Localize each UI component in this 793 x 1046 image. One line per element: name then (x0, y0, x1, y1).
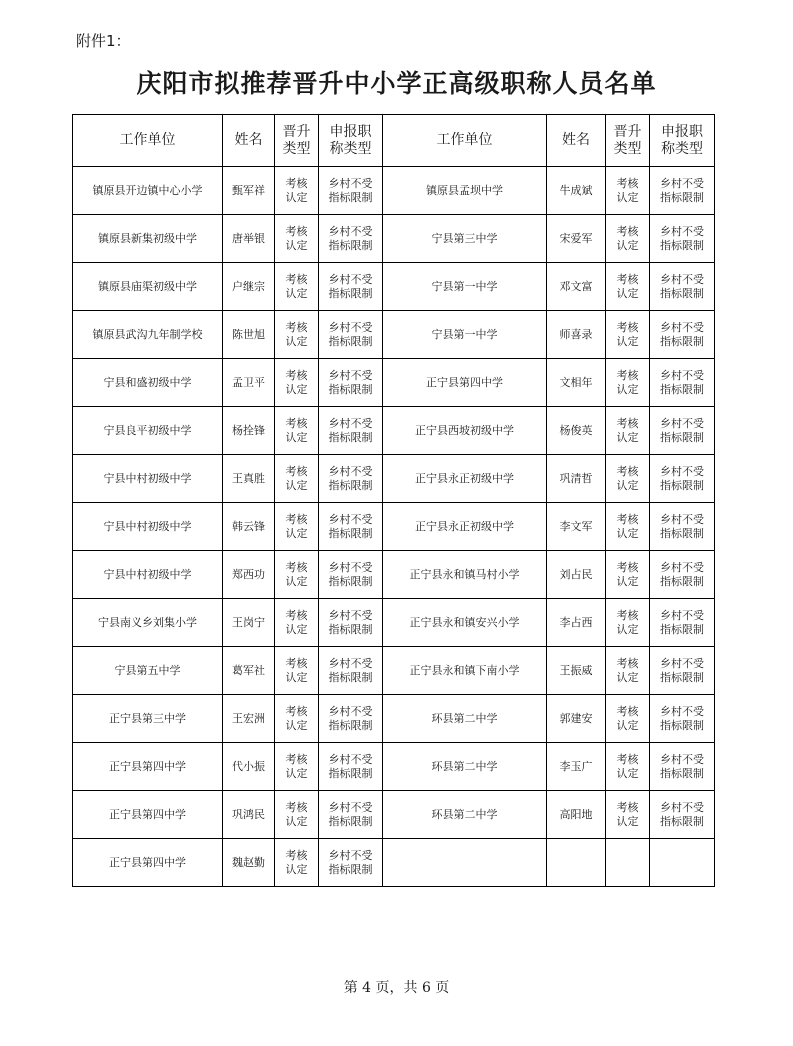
cell-category: 乡村不受指标限制 (319, 791, 383, 839)
attachment-label: 附件1： (76, 32, 131, 50)
cell-unit: 环县第二中学 (383, 695, 547, 743)
cell-category: 乡村不受指标限制 (650, 215, 715, 263)
cell-promotion-type: 考核认定 (606, 503, 650, 551)
cell-unit: 宁县第三中学 (383, 215, 547, 263)
table-header-row (73, 115, 715, 167)
header-promotion-type: 晋升类型 (275, 115, 319, 167)
cell-unit: 正宁县第四中学 (383, 359, 547, 407)
cell-name: 韩云锋 (223, 503, 275, 551)
cell-promotion-type: 考核认定 (275, 359, 319, 407)
cell-promotion-type: 考核认定 (606, 599, 650, 647)
header-promotion-type: 晋升类型 (606, 115, 650, 167)
cell-promotion-type: 考核认定 (275, 311, 319, 359)
cell-promotion-type: 考核认定 (606, 407, 650, 455)
cell-name: 王真胜 (223, 455, 275, 503)
cell-name: 巩清哲 (547, 455, 606, 503)
cell-name: 户继宗 (223, 263, 275, 311)
cell-category: 乡村不受指标限制 (650, 551, 715, 599)
cell-unit: 宁县良平初级中学 (73, 407, 223, 455)
cell-promotion-type: 考核认定 (275, 215, 319, 263)
header-category: 申报职称类型 (319, 115, 383, 167)
cell-category: 乡村不受指标限制 (650, 263, 715, 311)
cell-unit: 宁县第五中学 (73, 647, 223, 695)
cell-unit: 正宁县永和镇马村小学 (383, 551, 547, 599)
table-row (73, 455, 715, 503)
cell-unit: 正宁县第四中学 (73, 839, 223, 887)
cell-name: 刘占民 (547, 551, 606, 599)
cell-unit: 正宁县永正初级中学 (383, 455, 547, 503)
cell-category: 乡村不受指标限制 (319, 599, 383, 647)
cell-unit: 正宁县永和镇安兴小学 (383, 599, 547, 647)
cell-name: 宋爱军 (547, 215, 606, 263)
cell-category: 乡村不受指标限制 (319, 647, 383, 695)
cell-category: 乡村不受指标限制 (650, 503, 715, 551)
cell-name: 葛军社 (223, 647, 275, 695)
cell-promotion-type: 考核认定 (606, 791, 650, 839)
cell-category: 乡村不受指标限制 (650, 455, 715, 503)
table-row (73, 839, 715, 887)
cell-name: 孟卫平 (223, 359, 275, 407)
cell-category: 乡村不受指标限制 (650, 311, 715, 359)
cell-unit: 正宁县第三中学 (73, 695, 223, 743)
cell-category: 乡村不受指标限制 (650, 599, 715, 647)
cell-unit: 宁县第一中学 (383, 311, 547, 359)
cell-category: 乡村不受指标限制 (650, 167, 715, 215)
header-unit: 工作单位 (73, 115, 223, 167)
table-row (73, 695, 715, 743)
cell-name: 杨俊英 (547, 407, 606, 455)
cell-name: 王岗宁 (223, 599, 275, 647)
cell-promotion-type: 考核认定 (275, 551, 319, 599)
cell-name: 师喜录 (547, 311, 606, 359)
cell-unit: 正宁县永正初级中学 (383, 503, 547, 551)
cell-name: 文相年 (547, 359, 606, 407)
cell-unit: 正宁县第四中学 (73, 791, 223, 839)
cell-name: 郭建安 (547, 695, 606, 743)
cell-promotion-type: 考核认定 (275, 599, 319, 647)
cell-unit: 宁县中村初级中学 (73, 551, 223, 599)
cell-name: 邓文富 (547, 263, 606, 311)
cell-promotion-type: 考核认定 (275, 839, 319, 887)
header-name: 姓名 (547, 115, 606, 167)
cell-category: 乡村不受指标限制 (319, 263, 383, 311)
cell-category: 乡村不受指标限制 (650, 695, 715, 743)
header-unit: 工作单位 (383, 115, 547, 167)
cell-category: 乡村不受指标限制 (319, 695, 383, 743)
cell-name: 杨拴锋 (223, 407, 275, 455)
cell-category: 乡村不受指标限制 (650, 647, 715, 695)
table-row (73, 359, 715, 407)
cell-promotion-type: 考核认定 (275, 791, 319, 839)
personnel-table (72, 114, 715, 887)
cell-category: 乡村不受指标限制 (650, 791, 715, 839)
cell-unit: 正宁县第四中学 (73, 743, 223, 791)
cell-category: 乡村不受指标限制 (650, 359, 715, 407)
cell-unit: 宁县中村初级中学 (73, 503, 223, 551)
cell-category: 乡村不受指标限制 (319, 359, 383, 407)
cell-category: 乡村不受指标限制 (650, 743, 715, 791)
cell-unit: 镇原县庙渠初级中学 (73, 263, 223, 311)
cell-category: 乡村不受指标限制 (319, 311, 383, 359)
cell-name: 代小振 (223, 743, 275, 791)
cell-category: 乡村不受指标限制 (319, 551, 383, 599)
cell-name: 魏赵勤 (223, 839, 275, 887)
cell-unit: 镇原县武沟九年制学校 (73, 311, 223, 359)
cell-unit: 环县第二中学 (383, 791, 547, 839)
cell-name: 王振威 (547, 647, 606, 695)
cell-name: 甄军祥 (223, 167, 275, 215)
cell-unit: 宁县中村初级中学 (73, 455, 223, 503)
page-title: 庆阳市拟推荐晋升中小学正高级职称人员名单 (136, 69, 657, 98)
cell-category: 乡村不受指标限制 (319, 167, 383, 215)
cell-promotion-type: 考核认定 (606, 263, 650, 311)
page-footer: 第 4 页，共 6 页 (343, 980, 450, 996)
cell-name: 牛成斌 (547, 167, 606, 215)
cell-unit: 镇原县新集初级中学 (73, 215, 223, 263)
table-body (73, 167, 715, 887)
cell-unit: 正宁县永和镇下南小学 (383, 647, 547, 695)
table-row (73, 407, 715, 455)
cell-name: 李文军 (547, 503, 606, 551)
cell-name: 高阳地 (547, 791, 606, 839)
cell-unit: 宁县第一中学 (383, 263, 547, 311)
table-row (73, 263, 715, 311)
cell-promotion-type: 考核认定 (606, 743, 650, 791)
cell-name: 李占西 (547, 599, 606, 647)
cell-unit: 宁县南义乡刘集小学 (73, 599, 223, 647)
table-row (73, 311, 715, 359)
header-name: 姓名 (223, 115, 275, 167)
cell-promotion-type: 考核认定 (606, 167, 650, 215)
cell-unit: 镇原县孟坝中学 (383, 167, 547, 215)
cell-name: 王宏洲 (223, 695, 275, 743)
table-row (73, 503, 715, 551)
cell-category: 乡村不受指标限制 (319, 839, 383, 887)
cell-name (547, 839, 606, 887)
cell-promotion-type: 考核认定 (275, 695, 319, 743)
cell-category: 乡村不受指标限制 (319, 215, 383, 263)
cell-unit: 环县第二中学 (383, 743, 547, 791)
cell-promotion-type (606, 839, 650, 887)
cell-category: 乡村不受指标限制 (650, 407, 715, 455)
cell-category (650, 839, 715, 887)
table-row (73, 791, 715, 839)
cell-promotion-type: 考核认定 (606, 455, 650, 503)
table-row (73, 215, 715, 263)
cell-promotion-type: 考核认定 (275, 407, 319, 455)
cell-promotion-type: 考核认定 (606, 359, 650, 407)
cell-promotion-type: 考核认定 (606, 647, 650, 695)
cell-promotion-type: 考核认定 (606, 551, 650, 599)
cell-category: 乡村不受指标限制 (319, 503, 383, 551)
cell-promotion-type: 考核认定 (275, 455, 319, 503)
cell-promotion-type: 考核认定 (275, 647, 319, 695)
table-row (73, 599, 715, 647)
cell-category: 乡村不受指标限制 (319, 407, 383, 455)
cell-name: 陈世旭 (223, 311, 275, 359)
table-row (73, 647, 715, 695)
table-row (73, 743, 715, 791)
cell-promotion-type: 考核认定 (275, 167, 319, 215)
cell-promotion-type: 考核认定 (606, 215, 650, 263)
cell-unit: 正宁县西坡初级中学 (383, 407, 547, 455)
cell-name: 唐举银 (223, 215, 275, 263)
header-category: 申报职称类型 (650, 115, 715, 167)
cell-name: 郑西功 (223, 551, 275, 599)
cell-promotion-type: 考核认定 (606, 695, 650, 743)
cell-name: 巩鸿民 (223, 791, 275, 839)
cell-promotion-type: 考核认定 (275, 263, 319, 311)
cell-promotion-type: 考核认定 (275, 503, 319, 551)
cell-unit: 宁县和盛初级中学 (73, 359, 223, 407)
table-row (73, 551, 715, 599)
cell-category: 乡村不受指标限制 (319, 455, 383, 503)
cell-promotion-type: 考核认定 (275, 743, 319, 791)
cell-promotion-type: 考核认定 (606, 311, 650, 359)
cell-category: 乡村不受指标限制 (319, 743, 383, 791)
table-row (73, 167, 715, 215)
cell-name: 李玉广 (547, 743, 606, 791)
cell-unit: 镇原县开边镇中心小学 (73, 167, 223, 215)
cell-unit (383, 839, 547, 887)
